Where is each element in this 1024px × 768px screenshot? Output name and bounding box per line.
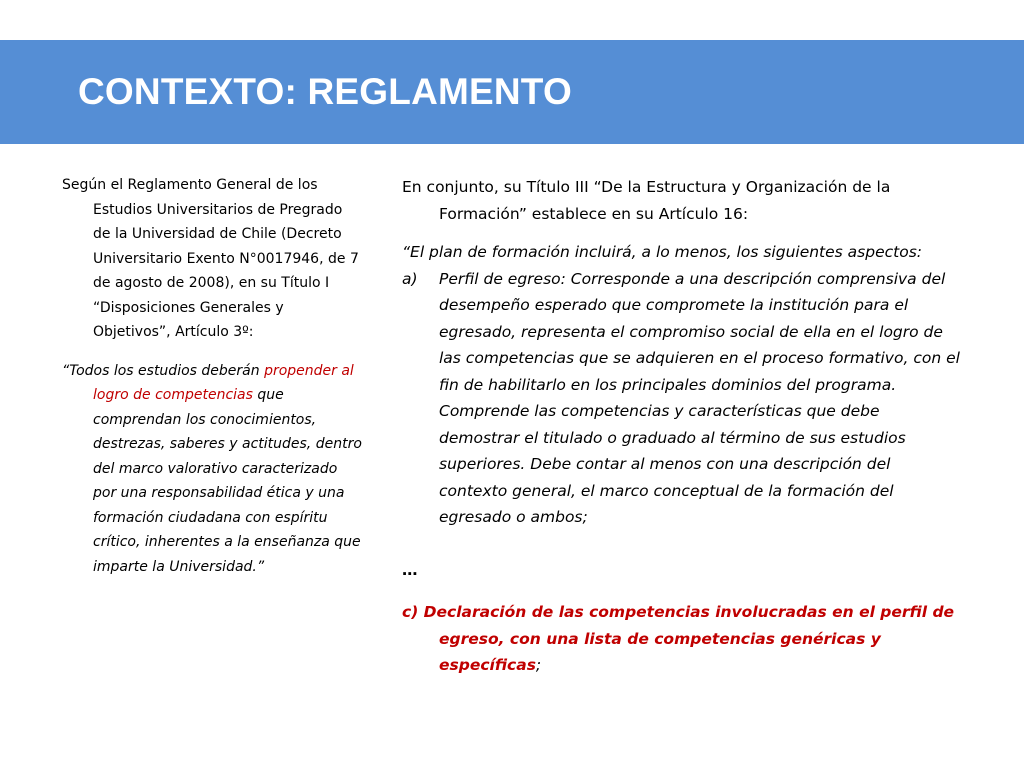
slide-title: CONTEXTO: REGLAMENTO (78, 71, 572, 112)
left-intro-paragraph: Según el Reglamento General de los Estudios Universitarios de Pregrado de la Universidad de Chile (Decreto Universitario Exento N°0017946, de 7 de agosto de 2008), en su Título I “Disposiciones Generales y Objetivos”, Artículo 3º: (62, 177, 359, 340)
list-marker-a: a) (402, 269, 418, 288)
ellipsis: … (402, 560, 418, 579)
left-quote-highlight: propender al logro de competencias (93, 362, 354, 403)
left-quote-end: que comprendan los conocimientos, destrezas, saberes y actitudes, dentro del marco valorativo caracterizado por una responsabilidad ética y una formación ciudadana con espíritu crítico, inherentes a la enseñanza que imparte la Universidad.” (93, 387, 362, 575)
right-quote-intro: “El plan de formación incluirá, a lo menos, los siguientes aspectos: (402, 243, 922, 261)
left-quote-start: “Todos los estudios deberán (62, 362, 265, 379)
list-item-c (402, 599, 962, 679)
left-quote-paragraph (62, 359, 362, 580)
right-intro-paragraph: En conjunto, su Título III “De la Estructura y Organización de la Formación” establece en su Artículo 16: (402, 178, 891, 223)
list-item-c-text: c) Declaración de las competencias involucradas en el perfil de egreso, con una lista de competencias genéricas y específicas (402, 603, 955, 674)
list-item-c-end: ; (535, 656, 542, 674)
list-item-a-text: Perfil de egreso: Corresponde a una descripción comprensiva del desempeño esperado que compromete la institución para el egresado, representa el compromiso social de ella en el logro de las competencias que se adquieren en el proceso formativo, con el fin de habilitarlo en los principales dominios del programa. Comprende las competencias y características que debe demostrar el titulado o graduado al término de sus estudios superiores. Debe contar al menos con una descripción del contexto general, el marco conceptual de la formación del egresado o ambos; (439, 269, 960, 526)
left-column (62, 173, 362, 579)
list-item-a (402, 266, 962, 531)
right-column (402, 174, 962, 679)
